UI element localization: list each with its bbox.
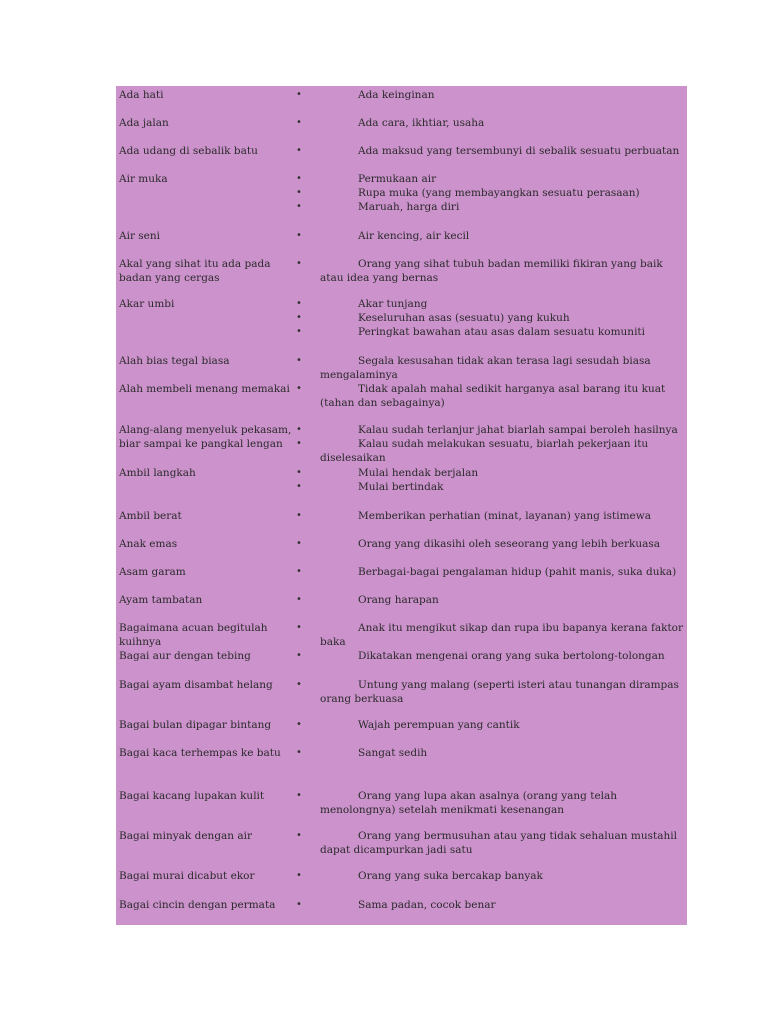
idiom-term: Ambil berat xyxy=(119,510,182,522)
idiom-table xyxy=(116,86,687,925)
meaning-item: • Wajah perempuan yang cantik xyxy=(296,718,686,732)
meaning-item: • Ada keinginan xyxy=(296,88,686,102)
meaning-list xyxy=(296,116,686,130)
meaning-item: • Kalau sudah terlanjur jahat biarlah sampai beroleh hasilnya xyxy=(296,423,686,437)
idiom-term: Akal yang sihat itu ada pada badan yang cergas xyxy=(119,258,271,284)
meaning-list xyxy=(296,382,686,410)
meaning-item: • Ada maksud yang tersembunyi di sebalik sesuatu perbuatan xyxy=(296,144,686,158)
meaning-item: • Akar tunjang xyxy=(296,297,686,311)
meaning-list xyxy=(296,829,686,857)
idiom-term: Anak emas xyxy=(119,538,178,550)
meaning-list xyxy=(296,718,686,732)
meaning-item: • Berbagai-bagai pengalaman hidup (pahit manis, suka duka) xyxy=(296,565,686,579)
idiom-term: Bagai ayam disambat helang xyxy=(119,679,273,691)
meaning-item: • Dikatakan mengenai orang yang suka bertolong-tolongan xyxy=(296,649,686,663)
meaning-list xyxy=(296,537,686,551)
meaning-item: • Orang yang sihat tubuh badan memiliki fikiran yang baik atau idea yang bernas xyxy=(296,257,686,285)
meaning-item: • Segala kesusahan tidak akan terasa lagi sesudah biasa mengalaminya xyxy=(296,354,686,382)
idiom-term: Ayam tambatan xyxy=(119,594,203,606)
meaning-list xyxy=(296,144,686,158)
meaning-list xyxy=(296,678,686,706)
meaning-item: • Orang yang dikasihi oleh seseorang yang lebih berkuasa xyxy=(296,537,686,551)
idiom-term: Bagaimana acuan begitulah kuihnya xyxy=(119,622,268,648)
meaning-item: • Anak itu mengikut sikap dan rupa ibu bapanya kerana faktor baka xyxy=(296,621,686,649)
meaning-list xyxy=(296,898,686,912)
meaning-list xyxy=(296,869,686,883)
meaning-list xyxy=(296,423,686,465)
meaning-item: • Maruah, harga diri xyxy=(296,200,686,214)
idiom-term: Ada udang di sebalik batu xyxy=(119,145,258,157)
idiom-term: Ada jalan xyxy=(119,117,169,129)
idiom-term: Alah membeli menang memakai xyxy=(119,383,290,395)
idiom-term: Ambil langkah xyxy=(119,467,196,479)
idiom-term: Bagai kaca terhempas ke batu xyxy=(119,747,281,759)
meaning-item: • Sangat sedih xyxy=(296,746,686,760)
meaning-item: • Keseluruhan asas (sesuatu) yang kukuh xyxy=(296,311,686,325)
meaning-list xyxy=(296,257,686,285)
idiom-term: Akar umbi xyxy=(119,298,175,310)
idiom-term: Air seni xyxy=(119,230,161,242)
meaning-list xyxy=(296,172,686,214)
meaning-list xyxy=(296,509,686,523)
meaning-item: • Sama padan, cocok benar xyxy=(296,898,686,912)
meaning-item: • Orang yang bermusuhan atau yang tidak sehaluan mustahil dapat dicampurkan jadi satu xyxy=(296,829,686,857)
meaning-list xyxy=(296,297,686,339)
meaning-list xyxy=(296,565,686,579)
meaning-list xyxy=(296,229,686,243)
meaning-item: • Mulai bertindak xyxy=(296,480,686,494)
idiom-term: Bagai bulan dipagar bintang xyxy=(119,719,272,731)
idiom-term: Bagai kacang lupakan kulit xyxy=(119,790,265,802)
meaning-item: • Orang yang lupa akan asalnya (orang yang telah menolongnya) setelah menikmati kesenangan xyxy=(296,789,686,817)
meaning-item: • Tidak apalah mahal sedikit harganya asal barang itu kuat (tahan dan sebagainya) xyxy=(296,382,686,410)
meaning-list xyxy=(296,789,686,817)
meaning-list xyxy=(296,466,686,494)
meaning-item: • Memberikan perhatian (minat, layanan) yang istimewa xyxy=(296,509,686,523)
meaning-item: • Peringkat bawahan atau asas dalam sesuatu komuniti xyxy=(296,325,686,339)
idiom-term: Alang-alang menyeluk pekasam, biar sampai ke pangkal lengan xyxy=(119,424,292,450)
meaning-item: • Kalau sudah melakukan sesuatu, biarlah pekerjaan itu diselesaikan xyxy=(296,437,686,465)
idiom-term: Bagai cincin dengan permata xyxy=(119,899,276,911)
meaning-item: • Orang harapan xyxy=(296,593,686,607)
meaning-item: • Mulai hendak berjalan xyxy=(296,466,686,480)
idiom-term: Ada hati xyxy=(119,89,164,101)
meaning-item: • Orang yang suka bercakap banyak xyxy=(296,869,686,883)
idiom-term: Bagai murai dicabut ekor xyxy=(119,870,255,882)
meaning-list xyxy=(296,354,686,382)
meaning-item: • Rupa muka (yang membayangkan sesuatu perasaan) xyxy=(296,186,686,200)
meaning-item: • Air kencing, air kecil xyxy=(296,229,686,243)
meaning-item: • Ada cara, ikhtiar, usaha xyxy=(296,116,686,130)
idiom-term: Air muka xyxy=(119,173,168,185)
meaning-list xyxy=(296,593,686,607)
meaning-item: • Untung yang malang (seperti isteri atau tunangan dirampas orang berkuasa xyxy=(296,678,686,706)
meaning-list xyxy=(296,649,686,663)
meaning-list xyxy=(296,621,686,649)
meaning-item: • Permukaan air xyxy=(296,172,686,186)
meaning-list xyxy=(296,746,686,760)
idiom-term: Alah bias tegal biasa xyxy=(119,355,230,367)
idiom-term: Asam garam xyxy=(119,566,186,578)
meaning-list xyxy=(296,88,686,102)
idiom-term: Bagai minyak dengan air xyxy=(119,830,253,842)
idiom-term: Bagai aur dengan tebing xyxy=(119,650,251,662)
